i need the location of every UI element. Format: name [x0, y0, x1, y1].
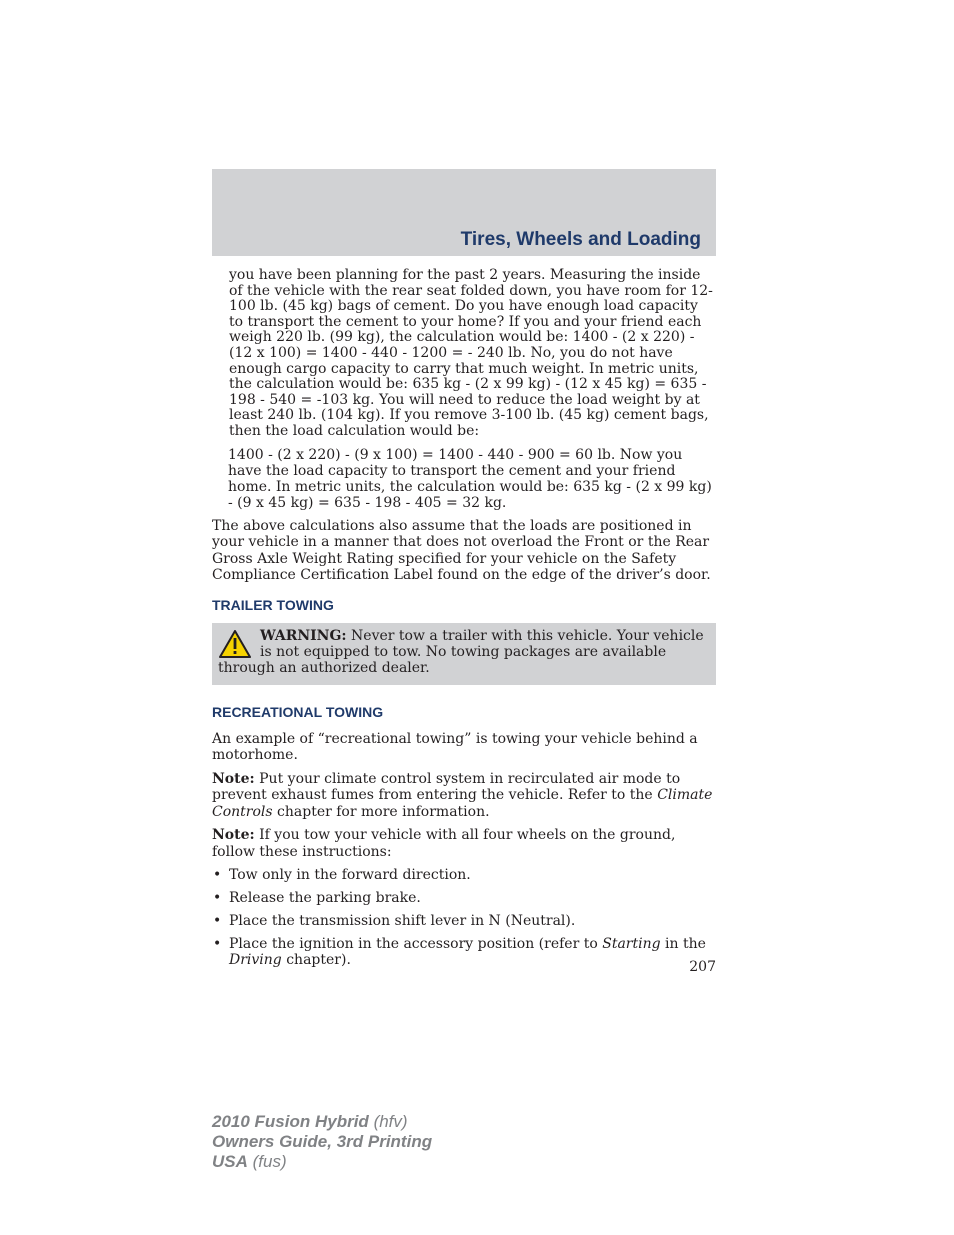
- note-climate: [212, 771, 716, 821]
- towing-instructions-list: [212, 867, 716, 968]
- bullet: •: [213, 913, 222, 930]
- warning-label: WARNING:: [260, 628, 347, 645]
- note-text-end: chapter for more information.: [277, 803, 490, 820]
- list-item: • Place the transmission shift lever in N (Neutral).: [213, 913, 576, 930]
- warning-triangle-icon: [218, 629, 252, 659]
- list-item: • Place the ignition in the accessory position (refer to Starting in the Driving chapter).: [213, 936, 706, 969]
- list-item: • Tow only in the forward direction.: [213, 867, 471, 884]
- climate-controls-reference: Climate Controls: [212, 787, 713, 820]
- footer-line-2: Owners Guide, 3rd Printing: [212, 1132, 433, 1151]
- assumption-paragraph: The above calculations also assume that the loads are positioned in your vehicle in a manner that does not overload the Front or the Rear Gross Axle Weight Rating specified for your vehicle on the Safety Compliance Certification Label found on the edge of the driver’s door.: [212, 517, 711, 584]
- note-label: Note:: [212, 827, 255, 844]
- example-paragraph: you have been planning for the past 2 years. Measuring the inside of the vehicle with the rear seat folded down, you have room for 12-100 lb. (45 kg) bags of cement. Do you have enough load capacity to transport the cement to your home? If you and your friend each weigh 220 lb. (99 kg), the calculation would be: 1400 - (2 x 220) - (12 x 100) = 1400 - 440 - 1200 = - 240 lb. No, you do not have enough cargo capacity to carry that much weight. In metric units, the calculation would be: 635 kg - (2 x 99 kg) - (12 x 45 kg) = 635 - 198 - 540 = -103 kg. You will need to reduce the load weight by at least 240 lb. (104 kg). If you remove 3-100 lb. (45 kg) cement bags, then the load calculation would be:: [229, 267, 713, 439]
- recreational-towing-heading: RECREATIONAL TOWING: [212, 704, 384, 721]
- bullet: •: [213, 936, 222, 953]
- bullet: •: [213, 867, 222, 884]
- footer-line-3: USA (fus): [212, 1152, 287, 1171]
- footer-line-1: 2010 Fusion Hybrid (hfv): [212, 1112, 408, 1131]
- starting-reference: Starting: [602, 936, 661, 953]
- note-label: Note:: [212, 770, 255, 787]
- page-number: 207: [689, 959, 716, 975]
- recreational-intro: An example of “recreational towing” is towing your vehicle behind a motorhome.: [212, 730, 698, 764]
- bullet: •: [213, 890, 222, 907]
- driving-reference: Driving: [229, 952, 282, 969]
- calculation-paragraph: 1400 - (2 x 220) - (9 x 100) = 1400 - 440 - 900 = 60 lb. Now you have the load capacity to transport the cement and your friend home. In metric units, the calculation would be: 635 kg - (2 x 99 kg) - (9 x 45 kg) = 635 - 198 - 405 = 32 kg.: [228, 446, 712, 511]
- note-text: Put your climate control system in recirculated air mode to prevent exhaust fumes from entering the vehicle. Refer to the: [212, 770, 681, 804]
- chapter-header-band: [212, 169, 716, 256]
- list-item: • Release the parking brake.: [213, 890, 421, 907]
- page-content: [212, 268, 716, 975]
- note-text: If you tow your vehicle with all four wheels on the ground, follow these instructions:: [212, 827, 676, 860]
- trailer-towing-heading: TRAILER TOWING: [212, 596, 334, 613]
- document-footer: [212, 1112, 432, 1172]
- warning-text: Never tow a trailer with this vehicle. Your vehicle is not equipped to tow. No towing packages are available through an authorized dealer.: [218, 628, 704, 677]
- note-four-wheels: [212, 827, 716, 860]
- warning-box: [212, 623, 716, 685]
- chapter-title: Tires, Wheels and Loading: [460, 229, 701, 250]
